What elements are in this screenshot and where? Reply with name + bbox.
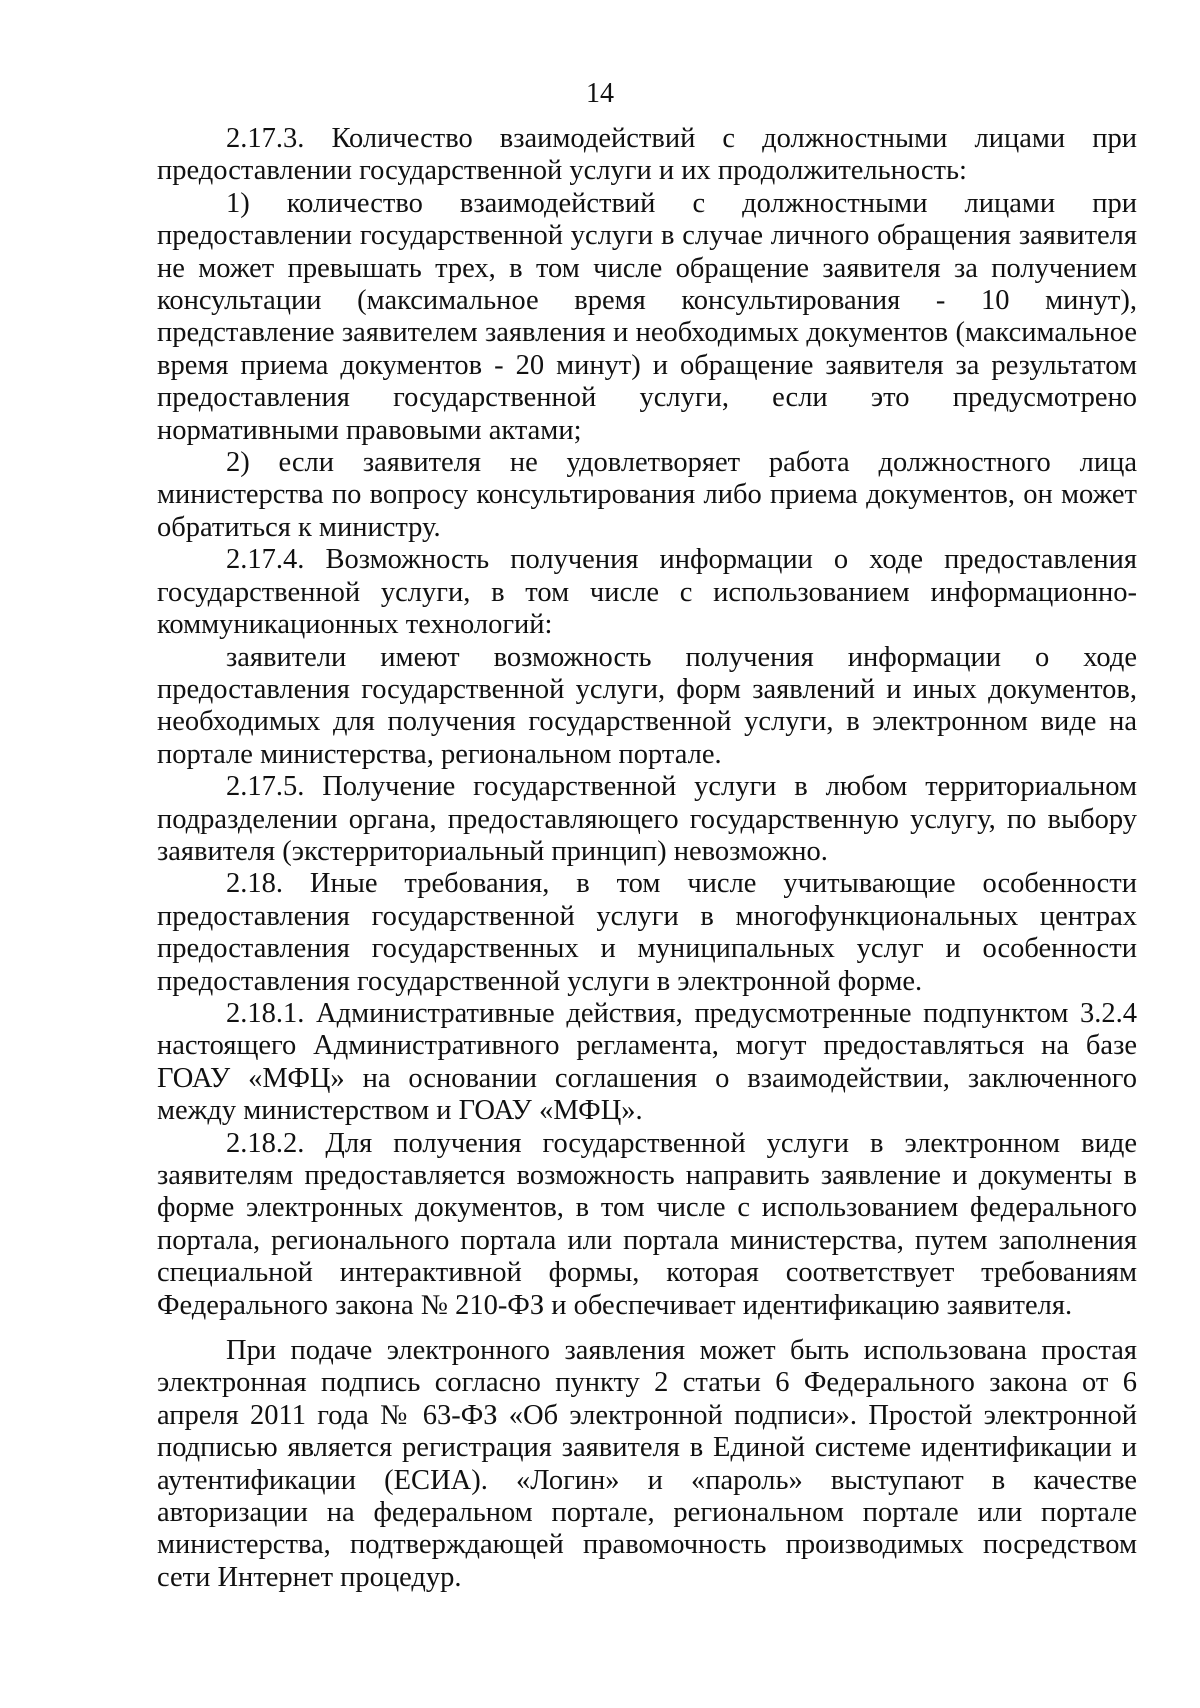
document-body xyxy=(157,123,1137,1594)
paragraph-electronic-signature: При подаче электронного заявления может быть использована простая электронная подпись согласно пункту 2 статьи 6 Федерального закона от 6 апреля 2011 года № 63-ФЗ «Об электронной подписи». Простой электронной подписью является регистрация заявителя в Единой системе идентификации и аутентификации (ЕСИА). «Логин» и «пароль» выступают в качестве авторизации на федеральном портале, региональном портале или портале министерства, подтверждающей правомочность производимых посредством сети Интернет процедур. xyxy=(157,1335,1137,1593)
paragraph-2-17-3-item-1: 1) количество взаимодействий с должностными лицами при предоставлении государственной услуги в случае личного обращения заявителя не может превышать трех, в том числе обращение заявителя за получением консультации (максимальное время консультирования - 10 минут), представление заявителем заявления и необходимых документов (максимальное время приема документов - 20 минут) и обращение заявителя за результатом предоставления государственной услуги, если это предусмотрено нормативными правовыми актами; xyxy=(157,187,1137,446)
paragraph-2-17-5: 2.17.5. Получение государственной услуги в любом территориальном подразделении органа, предоставляющего государственную услугу, по выбору заявителя (экстерриториальный принцип) невозможно. xyxy=(157,771,1137,867)
paragraph-2-17-3: 2.17.3. Количество взаимодействий с должностными лицами при предоставлении государственной услуги и их продолжительность: xyxy=(157,123,1137,187)
paragraph-2-18-2: 2.18.2. Для получения государственной услуги в электронном виде заявителям предоставляется возможность направить заявление и документы в форме электронных документов, в том числе с использованием федерального портала, регионального портала или портала министерства, путем заполнения специальной интерактивной формы, которая соответствует требованиям Федерального закона № 210-ФЗ и обеспечивает идентификацию заявителя. xyxy=(157,1127,1137,1321)
paragraph-2-17-4: 2.17.4. Возможность получения информации о ходе предоставления государственной услуги, в том числе с использованием информационно-коммуникационных технологий: xyxy=(157,544,1137,641)
paragraph-2-18: 2.18. Иные требования, в том числе учитывающие особенности предоставления государственной услуги в многофункциональных центрах предоставления государственных и муниципальных услуг и особенности предоставления государственной услуги в электронной форме. xyxy=(157,868,1137,997)
paragraph-2-17-3-item-2: 2) если заявителя не удовлетворяет работа должностного лица министерства по вопросу консультирования либо приема документов, он может обратиться к министру. xyxy=(157,447,1137,543)
paragraph-2-18-1: 2.18.1. Административные действия, предусмотренные подпунктом 3.2.4 настоящего Административного регламента, могут предоставляться на базе ГОАУ «МФЦ» на основании соглашения о взаимодействии, заключенного между министерством и ГОАУ «МФЦ». xyxy=(157,997,1137,1127)
page-number: 14 xyxy=(586,78,614,109)
paragraph-2-17-4-text: заявители имеют возможность получения информации о ходе предоставления государственной услуги, форм заявлений и иных документов, необходимых для получения государственной услуги, в электронном виде на портале министерства, региональном портале. xyxy=(157,641,1137,770)
